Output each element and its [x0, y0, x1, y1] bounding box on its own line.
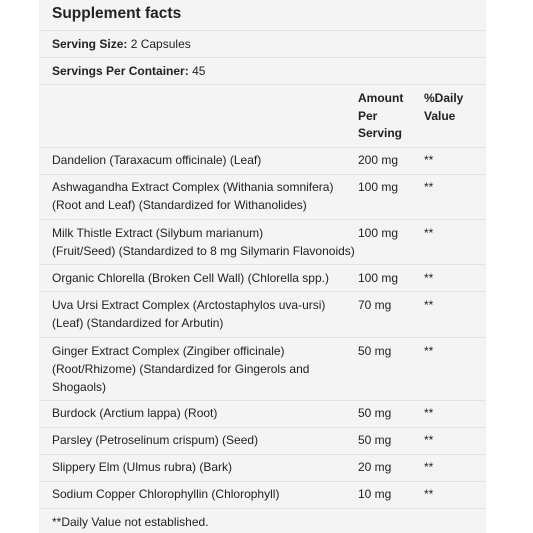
divider: [39, 57, 486, 58]
ingredient-amount: 70 mg: [358, 298, 392, 312]
ingredient-name: [52, 342, 352, 396]
divider: [39, 174, 486, 175]
ingredient-name-line: (Leaf) (Standardized for Arbutin): [52, 316, 224, 330]
ingredient-daily-value: **: [424, 344, 434, 358]
ingredient-name: [52, 404, 352, 422]
ingredient-daily-value: **: [424, 460, 434, 474]
ingredient-name: [52, 431, 352, 449]
ingredient-name: [52, 458, 352, 476]
ingredient-name-line: Shogaols): [52, 380, 107, 394]
daily-value-header-line: %Daily: [424, 91, 464, 105]
divider: [39, 400, 486, 401]
ingredient-name-line: Dandelion (Taraxacum officinale) (Leaf): [52, 153, 262, 167]
ingredient-amount: 200 mg: [358, 153, 399, 167]
ingredient-amount: 100 mg: [358, 180, 399, 194]
amount-header-line: Per: [358, 108, 378, 123]
serving-size-label: Serving Size:: [52, 37, 128, 51]
divider: [39, 427, 486, 428]
ingredient-daily-value: **: [424, 406, 434, 420]
ingredient-daily-value: **: [424, 226, 434, 240]
ingredient-daily-value: **: [424, 298, 434, 312]
ingredient-name-line: Uva Ursi Extract Complex (Arctostaphylos uva-ursi): [52, 298, 326, 312]
serving-size-value: 2 Capsules: [130, 37, 191, 51]
ingredient-name-line: Slippery Elm (Ulmus rubra) (Bark): [52, 460, 233, 474]
ingredient-amount: 10 mg: [358, 487, 392, 501]
ingredient-name-line: (Root and Leaf) (Standardized for Withanolides): [52, 198, 307, 212]
ingredient-name: [52, 269, 352, 287]
amount-header-line: Amount: [358, 91, 404, 105]
ingredient-name-line: Organic Chlorella (Broken Cell Wall) (Chlorella spp.): [52, 271, 329, 285]
servings-per-container: [52, 64, 205, 78]
ingredient-name-line: Milk Thistle Extract (Silybum marianum): [52, 226, 264, 240]
divider: [39, 508, 486, 509]
ingredient-amount: 50 mg: [358, 344, 392, 358]
ingredient-name-line: Burdock (Arctium lappa) (Root): [52, 406, 218, 420]
ingredient-name-line: Ashwagandha Extract Complex (Withania somnifera): [52, 180, 334, 194]
ingredient-name-line: Sodium Copper Chlorophyllin (Chlorophyll): [52, 487, 280, 501]
serving-size: [52, 37, 191, 51]
ingredient-name: [52, 296, 352, 332]
ingredient-name-line: (Fruit/Seed) (Standardized to 8 mg Silymarin Flavonoids): [52, 244, 355, 258]
ingredient-name-line: Parsley (Petroselinum crispum) (Seed): [52, 433, 259, 447]
ingredient-daily-value: **: [424, 271, 434, 285]
divider: [39, 454, 486, 455]
ingredient-name-line: Ginger Extract Complex (Zingiber officinale): [52, 344, 285, 358]
ingredient-amount: 100 mg: [358, 271, 399, 285]
ingredient-name: [52, 178, 352, 214]
ingredient-name: [52, 151, 352, 169]
ingredient-amount: 20 mg: [358, 460, 392, 474]
ingredient-amount: 100 mg: [358, 226, 399, 240]
ingredient-daily-value: **: [424, 153, 434, 167]
ingredient-name: [52, 485, 352, 503]
daily-value-header: [424, 90, 463, 125]
divider: [39, 264, 486, 265]
page-title: Supplement facts: [52, 5, 182, 22]
ingredient-name: [52, 224, 357, 260]
ingredient-daily-value: **: [424, 487, 434, 501]
divider: [39, 481, 486, 482]
divider: [39, 84, 486, 85]
footnote: **Daily Value not established.: [52, 515, 209, 529]
ingredient-name-line: (Root/Rhizome) (Standardized for Gingerols and: [52, 362, 310, 376]
amount-header: [358, 90, 403, 143]
divider: [39, 337, 486, 338]
ingredient-amount: 50 mg: [358, 433, 392, 447]
divider: [39, 30, 486, 31]
daily-value-header-line: Value: [424, 108, 456, 123]
servings-value: 45: [192, 64, 206, 78]
ingredient-daily-value: **: [424, 180, 434, 194]
divider: [39, 291, 486, 292]
amount-header-line: Serving: [358, 126, 403, 140]
divider: [39, 219, 486, 220]
servings-label: Servings Per Container:: [52, 64, 189, 78]
divider: [39, 147, 486, 148]
ingredient-daily-value: **: [424, 433, 434, 447]
ingredient-amount: 50 mg: [358, 406, 392, 420]
